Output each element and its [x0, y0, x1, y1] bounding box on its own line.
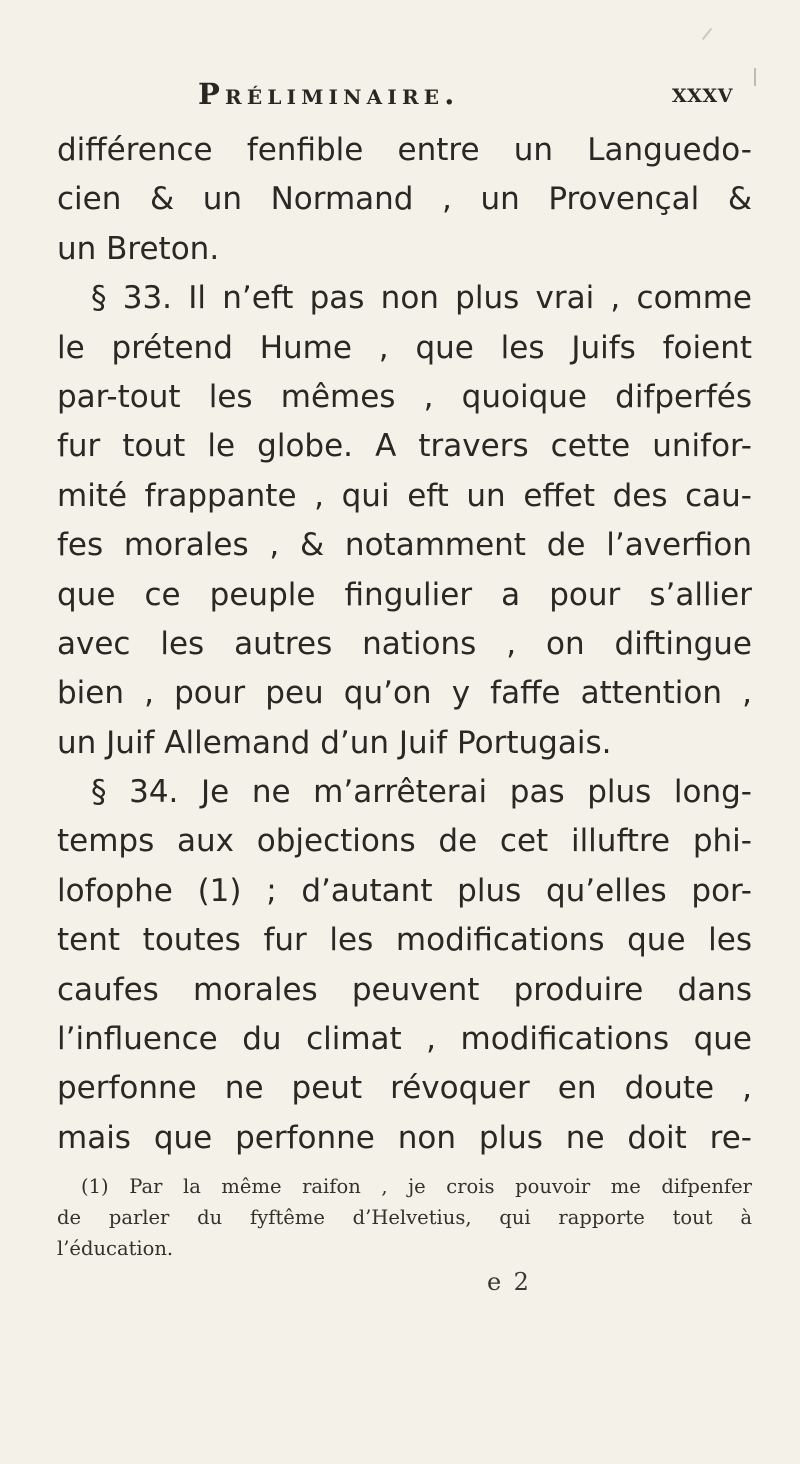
- signature-mark: e 2: [487, 1268, 532, 1296]
- paragraph-34-start: § 34. Je ne m’arrêterai pas plus long-: [91, 774, 752, 811]
- text-line: mais que perfonne non plus ne doit re-: [57, 1119, 752, 1156]
- footnote-line: (1) Par la même raifon , je crois pouvoir me difpenfer: [81, 1175, 752, 1198]
- text-line: un Juif Allemand d’un Juif Portugais.: [57, 724, 612, 761]
- text-line: cien & un Normand , un Provençal &: [57, 181, 752, 218]
- text-line: le prétend Hume , que les Juifs foient: [57, 329, 752, 366]
- text-line: par-tout les mêmes , quoique difperfés: [57, 378, 752, 415]
- text-line: un Breton.: [57, 230, 220, 267]
- footnote-line: de parler du fyftême d’Helvetius, qui rapporte tout à: [57, 1206, 752, 1229]
- text-line: l’influence du climat , modifications que: [57, 1021, 752, 1058]
- footnote-line: l’éducation.: [57, 1237, 174, 1260]
- text-line: avec les autres nations , on diftingue: [57, 625, 752, 662]
- paragraph-33-start: § 33. Il n’eft pas non plus vrai , comme: [91, 280, 752, 317]
- text-line: mité frappante , qui eft un effet des cau-: [57, 477, 752, 514]
- text-line: lofophe (1) ; d’autant plus qu’elles por-: [57, 872, 752, 909]
- text-line: perfonne ne peut révoquer en doute ,: [57, 1070, 752, 1107]
- page-mark: [754, 68, 756, 86]
- text-line: fes morales , & notamment de l’averfion: [57, 527, 752, 564]
- running-head: [198, 73, 733, 115]
- text-line: tent toutes fur les modifications que les: [57, 922, 752, 959]
- page-number: xxxv: [671, 78, 733, 109]
- body-text: [57, 126, 752, 1163]
- footnote: [57, 1171, 752, 1264]
- text-line: bien , pour peu qu’on y faffe attention ,: [57, 675, 752, 712]
- page-mark: [702, 28, 712, 40]
- text-line: fur tout le globe. A travers cette unifor-: [57, 428, 752, 465]
- text-line: caufes morales peuvent produire dans: [57, 971, 752, 1008]
- text-line: différence fenfible entre un Languedo-: [57, 132, 752, 168]
- text-line: temps aux objections de cet illuftre phi-: [57, 823, 752, 860]
- running-title: Préliminaire.: [198, 77, 460, 111]
- text-line: que ce peuple fingulier a pour s’allier: [57, 576, 752, 613]
